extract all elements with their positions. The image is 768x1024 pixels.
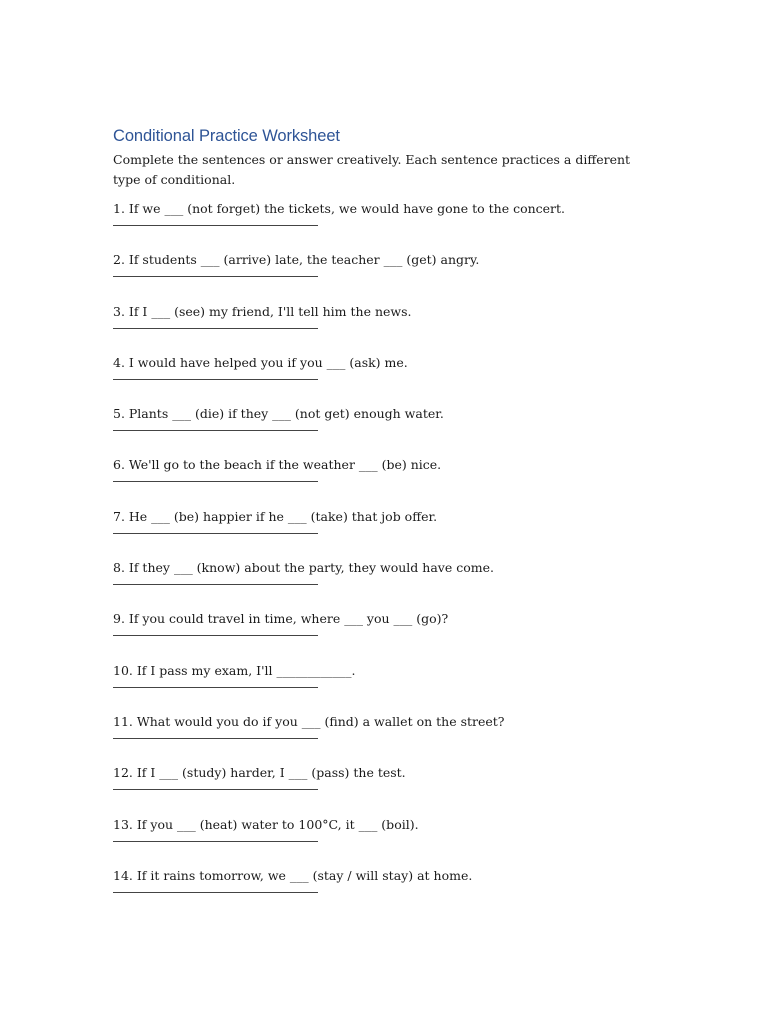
answer-line[interactable] [113, 481, 318, 482]
question-text: 3. If I ___ (see) my friend, I'll tell him the news. [113, 303, 412, 319]
question-text: 8. If they ___ (know) about the party, they would have come. [113, 560, 494, 576]
answer-line[interactable] [113, 687, 318, 688]
answer-line[interactable] [113, 789, 318, 790]
page-title: Conditional Practice Worksheet [113, 127, 340, 145]
question-text: 7. He ___ (be) happier if he ___ (take) that job offer. [113, 508, 438, 524]
question-text: 4. I would have helped you if you ___ (ask) me. [113, 354, 408, 370]
question-item [113, 303, 653, 354]
question-item [113, 662, 653, 713]
answer-line[interactable] [113, 379, 318, 380]
question-item [113, 764, 653, 815]
question-text: 5. Plants ___ (die) if they ___ (not get) enough water. [113, 406, 444, 422]
answer-line[interactable] [113, 635, 318, 636]
question-item [113, 610, 653, 661]
question-item [113, 405, 653, 456]
question-text: 13. If you ___ (heat) water to 100°C, it ___ (boil). [113, 816, 419, 832]
question-item [113, 559, 653, 610]
question-item [113, 456, 653, 507]
question-text: 1. If we ___ (not forget) the tickets, we would have gone to the concert. [113, 201, 566, 216]
question-text: 11. What would you do if you ___ (find) a wallet on the street? [113, 713, 505, 729]
document-body [113, 124, 653, 918]
answer-line[interactable] [113, 533, 318, 534]
answer-line[interactable] [113, 328, 318, 329]
answer-line[interactable] [113, 738, 318, 739]
answer-line[interactable] [113, 841, 318, 842]
question-item [113, 713, 653, 764]
answer-line[interactable] [113, 430, 318, 431]
question-text: 12. If I ___ (study) harder, I ___ (pass) the test. [113, 765, 406, 781]
question-text: 6. We'll go to the beach if the weather ___ (be) nice. [113, 457, 442, 473]
question-item [113, 508, 653, 559]
question-list [113, 200, 653, 918]
question-text: 2. If students ___ (arrive) late, the teacher ___ (get) angry. [113, 252, 480, 268]
answer-line[interactable] [113, 276, 318, 277]
answer-line[interactable] [113, 892, 318, 893]
question-item [113, 354, 653, 405]
instructions: Complete the sentences or answer creatively. Each sentence practices a different type of conditional. [113, 152, 631, 187]
question-item [113, 251, 653, 302]
question-item [113, 816, 653, 867]
question-text: 14. If it rains tomorrow, we ___ (stay / will stay) at home. [113, 867, 473, 883]
answer-line[interactable] [113, 584, 318, 585]
question-text: 10. If I pass my exam, I'll ____________. [113, 662, 356, 678]
question-text: 9. If you could travel in time, where ___ you ___ (go)? [113, 611, 449, 627]
answer-line[interactable] [113, 225, 318, 226]
question-item [113, 200, 653, 251]
question-item [113, 867, 653, 918]
